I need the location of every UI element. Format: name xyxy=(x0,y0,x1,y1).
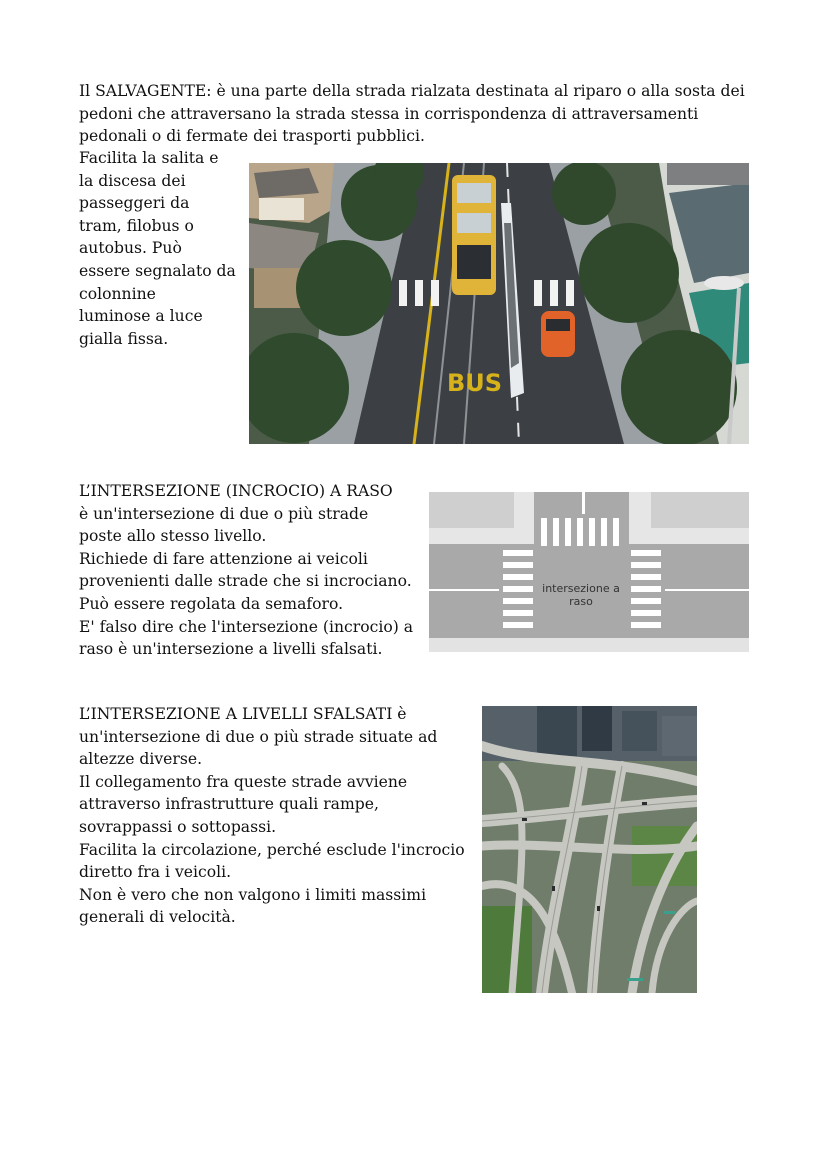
text-line: passeggeri da xyxy=(79,194,190,213)
text-line: attraverso infrastrutture quali rampe, xyxy=(79,795,379,814)
text-line: raso è un'intersezione a livelli sfalsati. xyxy=(79,640,383,659)
text-line: gialla fissa. xyxy=(79,329,169,348)
section-heading: L’INTERSEZIONE (INCROCIO) A RASO xyxy=(79,482,393,500)
text-line: diretto fra i veicoli. xyxy=(79,863,232,882)
bus-road-marking: BUS xyxy=(447,369,503,397)
text-line: un'intersezione di due o più strade situate ad xyxy=(79,727,438,746)
text-line: Facilita la salita e xyxy=(79,149,219,167)
text-line: Può essere regolata da semaforo. xyxy=(79,594,344,613)
salvagente-description xyxy=(79,147,236,350)
highway-interchange-image xyxy=(482,706,697,993)
text-line: pedonali o di fermate dei trasporti pubblici. xyxy=(79,127,425,146)
raso-text xyxy=(79,480,413,661)
text-line: Il SALVAGENTE: è una parte della strada rialzata destinata al riparo o alla sosta dei xyxy=(79,82,745,100)
text-line: poste allo stesso livello. xyxy=(79,527,267,546)
text-line: tram, filobus o xyxy=(79,216,194,235)
text-line: altezze diverse. xyxy=(79,750,203,769)
text-line: è un'intersezione di due o più strade xyxy=(79,504,369,523)
sfalsati-text xyxy=(79,703,465,929)
text-line: generali di velocità. xyxy=(79,908,236,927)
text-line: Il collegamento fra queste strade avviene xyxy=(79,772,408,791)
text-line: Richiede di fare attenzione ai veicoli xyxy=(79,549,368,568)
intersection-diagram xyxy=(429,492,749,652)
text-line: sovrappassi o sottopassi. xyxy=(79,817,277,836)
text-line: colonnine xyxy=(79,284,156,303)
text-line: Facilita la circolazione, perché esclude l'incrocio xyxy=(79,840,465,859)
section-heading: L’INTERSEZIONE A LIVELLI SFALSATI è xyxy=(79,705,407,723)
text-line: luminose a luce xyxy=(79,307,203,326)
text-line: provenienti dalle strade che si incrociano. xyxy=(79,572,412,591)
diagram-label: raso xyxy=(569,595,593,608)
text-line: autobus. Può xyxy=(79,239,182,258)
text-line: pedoni che attraversano la strada stessa in corrispondenza di attraversamenti xyxy=(79,104,699,123)
text-line: la discesa dei xyxy=(79,171,186,190)
text-line: essere segnalato da xyxy=(79,261,236,280)
tram-street-image xyxy=(249,163,749,444)
diagram-label: intersezione a xyxy=(542,582,620,595)
text-line: E' falso dire che l'intersezione (incrocio) a xyxy=(79,617,414,636)
salvagente-intro xyxy=(79,80,745,148)
text-line: Non è vero che non valgono i limiti massimi xyxy=(79,885,427,904)
